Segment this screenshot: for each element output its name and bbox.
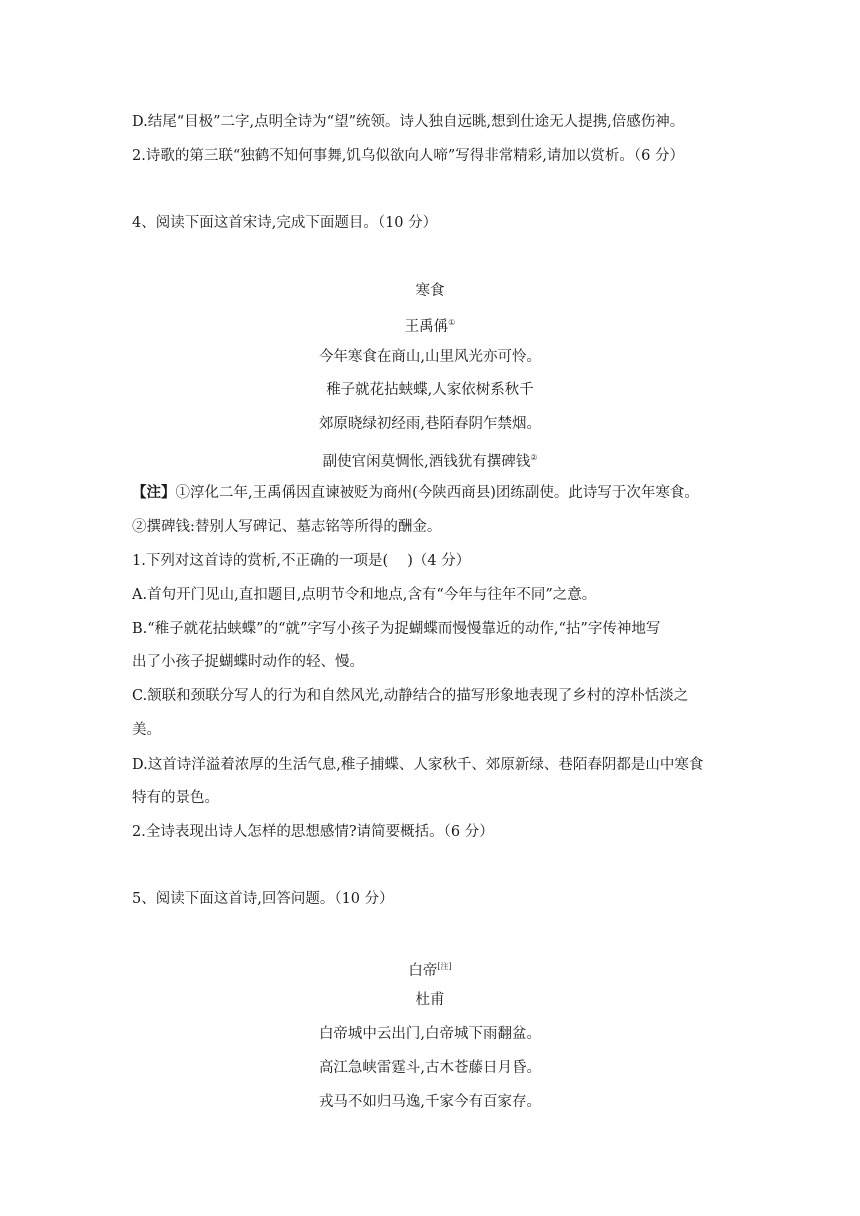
q4-poem-line-4: [0, 448, 860, 472]
q4-note-label: 【注】: [132, 484, 176, 501]
q4-last-line-note-mark: ②: [530, 453, 538, 462]
q5-poem-title: 白帝: [408, 962, 438, 979]
q4-poem-title: 寒食: [415, 283, 445, 299]
q4-subquestion-1: 1.下列对这首诗的赏析,不正确的一项是( )（4 分）: [132, 553, 471, 569]
q4-option-a: A.首句开门见山,直扣题目,点明节令和地点,含有“今年与往年不同”之意。: [132, 587, 597, 603]
q5-poem-author: 杜甫: [415, 992, 445, 1008]
q4-poem-line-4-text: 副使官闲莫惆怅,酒钱犹有撰碑钱: [322, 453, 531, 470]
q5-heading: 5、阅读下面这首诗,回答问题。（10 分）: [132, 891, 394, 907]
q4-note-1-line: [132, 483, 699, 503]
q4-option-d-line-1: D.这首诗洋溢着浓厚的生活气息,稚子捕蝶、人家秋千、郊原新绿、巷陌春阴都是山中寒食: [132, 757, 704, 773]
q4-poem-line-3: 郊原晓绿初经雨,巷陌春阴乍禁烟。: [318, 416, 542, 432]
q5-poem-line-1: 白帝城中云出门,白帝城下雨翻盆。: [318, 1026, 542, 1042]
q4-poem-author-line: [0, 313, 860, 337]
q4-subquestion-2: 2.全诗表现出诗人怎样的思想感情?请简要概括。（6 分）: [132, 824, 494, 840]
q4-option-c-line-1: C.颔联和颈联分写人的行为和自然风光,动静结合的描写形象地表现了乡村的淳朴恬淡之: [132, 688, 689, 704]
q5-title-note-mark: [注]: [437, 962, 452, 971]
q3-option-d: D.结尾“目极”二字,点明全诗为“望”统领。诗人独自远眺,想到仕途无人提携,倍感伤神。: [132, 114, 685, 130]
q5-poem-title-line: [0, 957, 860, 981]
q4-option-d-line-2: 特有的景色。: [132, 790, 219, 806]
q4-author-note-mark: ①: [448, 318, 456, 327]
q5-poem-line-2: 高江急峡雷霆斗,古木苍藤日月昏。: [318, 1060, 542, 1076]
q4-poem-line-1: 今年寒食在商山,山里风光亦可怜。: [318, 349, 542, 365]
q4-option-b-line-1: B.“稚子就花拈蛱蝶”的“就”字写小孩子为捉蝴蝶而慢慢靠近的动作,“拈”字传神地写: [132, 621, 661, 637]
q4-poem-line-2: 稚子就花拈蛱蝶,人家依树系秋千: [326, 382, 534, 398]
q4-poem-author: 王禹偁: [404, 318, 449, 335]
q4-note-2: ②撰碑钱:替别人写碑记、墓志铭等所得的酬金。: [132, 519, 442, 535]
q4-option-c-line-2: 美。: [132, 722, 161, 738]
q4-note-1: ①淳化二年,王禹偁因直谏被贬为商州(今陕西商县)团练副使。此诗写于次年寒食。: [175, 485, 699, 501]
q3-subquestion-2: 2.诗歌的第三联“独鹤不知何事舞,饥乌似欲向人啼”写得非常精彩,请加以赏析。（6 分）: [132, 148, 684, 164]
q4-option-b-line-2: 出了小孩子捉蝴蝶时动作的轻、慢。: [132, 654, 364, 670]
q5-poem-line-3: 戎马不如归马逸,千家今有百家存。: [318, 1094, 542, 1110]
q4-heading: 4、阅读下面这首宋诗,完成下面题目。（10 分）: [132, 215, 438, 231]
